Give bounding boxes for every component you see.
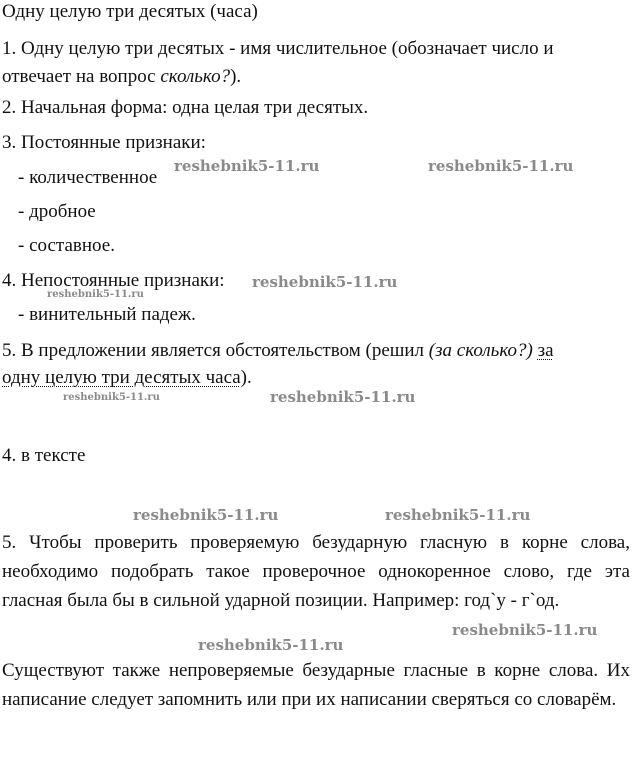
item-5-closing: ).: [240, 367, 252, 388]
watermark: reshebnik5-11.ru: [63, 392, 160, 403]
watermark: reshebnik5-11.ru: [270, 388, 416, 406]
item-2: 2. Начальная форма: одна целая три десятых.: [2, 97, 369, 118]
item-3-feature-fractional: - дробное: [18, 201, 96, 222]
watermark: reshebnik5-11.ru: [428, 157, 574, 175]
item-1-closing: ).: [230, 66, 242, 87]
rule-paragraph-1: 5. Чтобы проверить проверяемую безударную гласную в корне слова, необходимо подобрать такое проверочное однокоренное слово, где эта гласная была бы в сильной ударной позиции. Например: год`у - г`од.: [2, 532, 630, 611]
item-1-line-2: [2, 65, 241, 89]
item-1-text: отвечает на вопрос: [2, 66, 161, 87]
item-3-feature-quantitative: - количественное: [18, 167, 158, 188]
watermark: reshebnik5-11.ru: [133, 506, 279, 524]
item-5-text: 5. В предложении является обстоятельством (решил: [2, 340, 429, 361]
rule-paragraph-2: Существуют также непроверяемые безударные гласные в корне слова. Их написание следует запомнить или при их написании сверяться со словарём.: [2, 660, 630, 710]
watermark: reshebnik5-11.ru: [47, 289, 144, 300]
item-4-heading: 4. Непостоянные признаки:: [2, 270, 225, 291]
item-5-line-1: [2, 339, 554, 363]
page-title: Одну целую три десятых (часа): [2, 1, 258, 22]
section-label: 4. в тексте: [2, 445, 86, 466]
watermark: reshebnik5-11.ru: [385, 506, 531, 524]
item-5-line-2: [2, 366, 252, 390]
watermark: reshebnik5-11.ru: [452, 621, 598, 639]
item-1-question: сколько?: [160, 66, 231, 87]
watermark: reshebnik5-11.ru: [174, 157, 320, 175]
item-5-question: (за сколько?): [428, 340, 533, 361]
item-3-heading: 3. Постоянные признаки:: [2, 132, 206, 153]
item-3-feature-compound: - составное.: [18, 235, 115, 256]
item-5-underlined-start: за: [537, 340, 554, 361]
watermark: reshebnik5-11.ru: [252, 273, 398, 291]
item-5-underlined-phrase: одну целую три десятых часа: [2, 367, 241, 388]
item-1-line-1: 1. Одну целую три десятых - имя числительное (обозначает число и: [2, 38, 554, 59]
watermark: reshebnik5-11.ru: [198, 636, 344, 654]
item-4-feature-case: - винительный падеж.: [18, 304, 196, 325]
